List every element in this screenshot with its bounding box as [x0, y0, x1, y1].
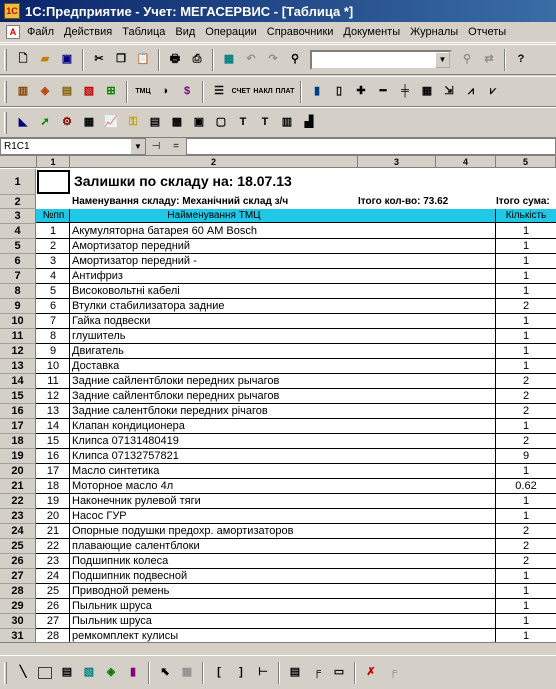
chart-of-accounts-icon[interactable]: ▥: [17, 85, 29, 97]
item-quantity: 2: [522, 405, 530, 417]
format-icon[interactable]: ◣: [18, 116, 28, 128]
app-icon[interactable]: 1C: [4, 3, 20, 19]
item-name: Подшипник колеса: [72, 555, 169, 567]
text-t2-icon[interactable]: T: [261, 116, 269, 128]
item-quantity: 1: [522, 360, 530, 372]
chevron-down-icon[interactable]: ▼: [435, 52, 450, 68]
menu-directories[interactable]: Справочники: [266, 26, 334, 38]
row-header[interactable]: 20: [0, 464, 36, 479]
item-name: ремкомплект кулисы: [72, 630, 179, 642]
borders-icon[interactable]: ▣: [193, 116, 205, 128]
row-header[interactable]: 15: [0, 389, 36, 404]
column-divider: [495, 209, 496, 642]
column-header[interactable]: 1: [37, 156, 70, 168]
header-num: №пп: [42, 210, 65, 221]
row-number: 19: [46, 495, 60, 507]
rates-icon[interactable]: $: [183, 85, 191, 97]
row-number: 10: [46, 360, 60, 372]
document-icon[interactable]: A: [6, 25, 20, 39]
item-quantity: 1: [522, 315, 530, 327]
text-mode-icon[interactable]: ▦: [223, 53, 235, 65]
ole-object-icon[interactable]: ◈: [106, 666, 116, 678]
key-icon[interactable]: ⚿: [128, 116, 138, 128]
merge-icon[interactable]: ▦: [421, 85, 433, 97]
item-name: Задние салентблоки передних річагов: [72, 405, 268, 417]
item-name: Моторное масло 4л: [72, 480, 174, 492]
row-header[interactable]: 11: [0, 329, 36, 344]
row-header[interactable]: 18: [0, 434, 36, 449]
item-name: Двигатель: [72, 345, 124, 357]
row-header[interactable]: 23: [0, 509, 36, 524]
book-icon[interactable]: ▮: [313, 85, 321, 97]
item-name: Амортизатор передний -: [72, 255, 197, 267]
toolbar-separator: [202, 81, 204, 103]
row-number: 26: [46, 600, 60, 612]
picture-icon[interactable]: ▧: [83, 666, 95, 678]
item-name: Подшипник подвесной: [72, 570, 188, 582]
column-header[interactable]: 5: [496, 156, 556, 168]
item-quantity: 2: [522, 300, 530, 312]
help-icon[interactable]: ?: [517, 53, 525, 65]
row-header[interactable]: 13: [0, 359, 36, 374]
item-quantity: 0.62: [515, 480, 537, 492]
redo-icon[interactable]: ↷: [268, 53, 278, 65]
item-quantity: 1: [522, 330, 530, 342]
header-qty: Кількість: [505, 210, 547, 221]
headers-icon[interactable]: ╒: [313, 666, 321, 678]
warehouse-label: Наменування складу: Механічний склад з/ч: [72, 196, 289, 207]
waybill-icon[interactable]: НАКЛ: [253, 88, 273, 95]
item-quantity: 2: [522, 525, 530, 537]
corner-cell[interactable]: [0, 156, 37, 168]
invoice-icon[interactable]: СЧЕТ: [231, 88, 251, 95]
cut-icon[interactable]: ✂: [94, 53, 104, 65]
row-header[interactable]: 12: [0, 344, 36, 359]
item-name: Пыльник шруса: [72, 600, 152, 612]
chart-icon[interactable]: 📈: [104, 116, 118, 128]
toolbar-separator: [202, 662, 204, 684]
item-quantity: 1: [522, 510, 530, 522]
row-header[interactable]: 21: [0, 479, 36, 494]
row-header[interactable]: 31: [0, 629, 36, 642]
item-name: Опорные подушки предохр. амортизаторов: [72, 525, 294, 537]
wrap-icon[interactable]: ⇲: [444, 85, 454, 97]
item-name: плавающие салентблоки: [72, 540, 200, 552]
item-quantity: 9: [522, 450, 530, 462]
row-number: 13: [46, 405, 60, 417]
row-number: 3: [49, 255, 57, 267]
item-quantity: 1: [522, 585, 530, 597]
toolbar-grip[interactable]: [4, 662, 7, 684]
arrow-up-right-icon[interactable]: ⩘: [467, 85, 475, 97]
toolbar-grip[interactable]: [4, 81, 7, 103]
row-number: 5: [49, 285, 57, 297]
item-name: Приводной ремень: [72, 585, 170, 597]
item-name: Пыльник шруса: [72, 615, 152, 627]
row-header[interactable]: 30: [0, 614, 36, 629]
bracket-open-icon[interactable]: [: [217, 666, 221, 678]
open-icon[interactable]: ▰: [40, 53, 50, 65]
row-header[interactable]: 26: [0, 554, 36, 569]
row-number: 2: [49, 240, 57, 252]
item-quantity: 1: [522, 255, 530, 267]
item-name: Високовольтні кабелі: [72, 285, 180, 297]
insert-cross-icon[interactable]: ✚: [356, 85, 366, 97]
toolbar-separator: [354, 662, 356, 684]
item-quantity: 2: [522, 435, 530, 447]
menu-table[interactable]: Таблица: [122, 26, 166, 38]
row-header[interactable]: 24: [0, 524, 36, 539]
column-header[interactable]: 2: [70, 156, 358, 168]
item-name: Амортизатор передний: [72, 240, 191, 252]
page-icon[interactable]: ▯: [335, 85, 343, 97]
table-toolbar: [0, 107, 556, 138]
item-name: Задние сайлентблоки передних рычагов: [72, 390, 280, 402]
operations-journal-icon[interactable]: ◈: [40, 85, 50, 97]
table-grid-icon[interactable]: ▤: [149, 116, 161, 128]
selected-cell[interactable]: [37, 170, 70, 194]
column-divider: [69, 209, 70, 642]
row-number: 1: [49, 225, 57, 237]
find-next-icon[interactable]: ⚲: [462, 53, 472, 65]
column-header[interactable]: 4: [436, 156, 496, 168]
row-header[interactable]: 27: [0, 569, 36, 584]
item-name: Масло синтетика: [72, 465, 160, 477]
item-quantity: 2: [522, 390, 530, 402]
row-number: 9: [49, 345, 57, 357]
undo-icon[interactable]: ↶: [246, 53, 256, 65]
window-title: 1С:Предприятие - Учет: МЕГАСЕРВИС - [Таблица *]: [25, 3, 354, 19]
header-name: Найменування ТМЦ: [167, 210, 261, 221]
replace-icon[interactable]: ⇄: [484, 53, 494, 65]
row-number: 6: [49, 300, 57, 312]
text-box-icon[interactable]: ▢: [215, 116, 227, 128]
print-preview-icon[interactable]: ⎙: [192, 53, 202, 65]
row-number: 15: [46, 435, 60, 447]
row-header[interactable]: 7: [0, 269, 36, 284]
item-name: Гайка подвески: [72, 315, 151, 327]
toolbar-separator: [126, 81, 128, 103]
item-quantity: 1: [522, 270, 530, 282]
delete-row-icon[interactable]: ━: [379, 85, 387, 97]
row-number: 11: [47, 375, 59, 387]
menu-file[interactable]: Файл: [27, 26, 55, 38]
item-quantity: 1: [522, 420, 530, 432]
checkered-icon[interactable]: ▩: [171, 116, 183, 128]
print-icon[interactable]: 🖶: [169, 53, 181, 65]
item-name: Клипса 07132757821: [72, 450, 179, 462]
row-number: 17: [46, 465, 60, 477]
item-name: Антифриз: [72, 270, 123, 282]
row-header[interactable]: 3: [0, 209, 36, 224]
item-quantity: 2: [522, 555, 530, 567]
toolbar-grip[interactable]: [4, 112, 7, 134]
text-t-icon[interactable]: T: [239, 116, 247, 128]
clear-format-icon[interactable]: ✗: [366, 666, 376, 678]
item-name: Втулки стабилизатора задние: [72, 300, 225, 312]
item-quantity: 1: [522, 600, 530, 612]
row-number: 7: [49, 315, 57, 327]
item-name: Доставка: [72, 360, 120, 372]
menu-operations[interactable]: Операции: [205, 26, 257, 38]
item-quantity: 1: [522, 495, 530, 507]
standard-toolbar: [0, 44, 556, 75]
row-number: 18: [46, 480, 60, 492]
diagram-icon[interactable]: ▮: [129, 666, 137, 678]
formula-input[interactable]: [186, 138, 556, 155]
row-header[interactable]: 9: [0, 299, 36, 314]
text-field-icon[interactable]: ▤: [61, 666, 73, 678]
align-icon[interactable]: ⊢: [258, 666, 268, 678]
report-title: Залишки по складу на: 18.07.13: [74, 173, 292, 189]
search-combo[interactable]: [310, 50, 452, 70]
arrow-down-icon[interactable]: ⩗: [489, 85, 497, 97]
item-quantity: 1: [522, 240, 530, 252]
toolbar-grip[interactable]: [4, 49, 7, 71]
title-bar: [0, 0, 556, 22]
item-name: Клипса 07131480419: [72, 435, 179, 447]
item-name: Наконечник рулевой тяги: [72, 495, 201, 507]
row-header[interactable]: 22: [0, 494, 36, 509]
row-header[interactable]: 5: [0, 239, 36, 254]
new-icon[interactable]: 🗋: [18, 53, 28, 65]
toolbar-separator: [82, 49, 84, 71]
item-name: Насос ГУР: [72, 510, 127, 522]
calculator-icon[interactable]: ⊞: [106, 85, 116, 97]
toolbar-separator: [158, 49, 160, 71]
drawing-toolbar: [0, 655, 556, 689]
toolbar-separator: [504, 49, 506, 71]
row-number: 16: [46, 450, 60, 462]
row-header[interactable]: 16: [0, 404, 36, 419]
row-number: 4: [49, 270, 57, 282]
item-quantity: 1: [522, 570, 530, 582]
grid-icon[interactable]: ▦: [83, 116, 95, 128]
row-number: 28: [46, 630, 60, 642]
line-icon[interactable]: ╲: [19, 666, 27, 678]
menu-bar: [0, 22, 556, 43]
toolbar-separator: [278, 662, 280, 684]
item-quantity: 2: [522, 540, 530, 552]
column-header[interactable]: 3: [358, 156, 436, 168]
row-header[interactable]: 10: [0, 314, 36, 329]
documents-icon[interactable]: ▧: [83, 85, 95, 97]
rectangle-icon[interactable]: [34, 662, 56, 684]
grid-disabled-icon[interactable]: ▦: [181, 666, 193, 678]
tmc-icon[interactable]: ТМЦ: [135, 88, 151, 95]
item-quantity: 2: [522, 375, 530, 387]
row-number: 20: [46, 510, 60, 522]
column-header-row: [0, 156, 556, 168]
spreadsheet-grid[interactable]: [0, 156, 556, 642]
cell-grid-icon[interactable]: ▤: [289, 666, 301, 678]
row-header[interactable]: 1: [0, 169, 36, 195]
bracket-close-icon[interactable]: ]: [239, 666, 243, 678]
item-name: Акумуляторна батарея 60 AM Bosch: [72, 225, 257, 237]
item-quantity: 1: [522, 285, 530, 297]
menu-view[interactable]: Вид: [175, 26, 196, 38]
formula-bar: [0, 138, 556, 156]
row-number: 22: [46, 540, 60, 552]
row-header[interactable]: 14: [0, 374, 36, 389]
tools-icon[interactable]: ⚙: [62, 116, 72, 128]
row-number: 25: [46, 585, 60, 597]
row-header[interactable]: 4: [0, 224, 36, 239]
column-icon[interactable]: ▥: [281, 116, 293, 128]
row-header[interactable]: 2: [0, 195, 36, 209]
pin-icon[interactable]: ⊣: [151, 141, 161, 152]
toolbar-separator: [212, 49, 214, 71]
menu-documents[interactable]: Документы: [343, 26, 401, 38]
row-header[interactable]: 6: [0, 254, 36, 269]
cell-reference-field[interactable]: [0, 138, 146, 155]
item-quantity: 1: [522, 225, 530, 237]
item-quantity: 1: [522, 345, 530, 357]
entries-journal-icon[interactable]: ▤: [61, 85, 73, 97]
headers-disabled-icon[interactable]: ╒: [389, 666, 397, 678]
find-icon[interactable]: ⚲: [290, 53, 300, 65]
toolbar-separator: [148, 662, 150, 684]
row-header[interactable]: 25: [0, 539, 36, 554]
copy-icon[interactable]: ❐: [116, 53, 126, 65]
save-icon[interactable]: ▣: [61, 53, 73, 65]
row-number: 21: [46, 525, 60, 537]
pointer-icon[interactable]: ⬉: [160, 666, 170, 678]
item-quantity: 1: [522, 630, 530, 642]
paste-icon[interactable]: 📋: [136, 53, 150, 65]
cell-reference-value: R1C1: [4, 141, 30, 152]
item-quantity: 1: [522, 465, 530, 477]
row-header[interactable]: 17: [0, 419, 36, 434]
row-number: 8: [49, 330, 57, 342]
bar-chart-icon[interactable]: ▟: [304, 116, 314, 128]
menu-reports[interactable]: Отчеты: [468, 26, 507, 38]
payment-icon[interactable]: ПЛАТ: [275, 88, 295, 95]
equals-button[interactable]: =: [173, 141, 179, 152]
ruler-icon[interactable]: ▭: [333, 666, 345, 678]
toolbar-separator: [300, 81, 302, 103]
row-header[interactable]: 29: [0, 599, 36, 614]
row-number: 14: [46, 420, 60, 432]
total-qty-label: Ітого кол-во: 73.62: [358, 196, 449, 207]
list-icon[interactable]: ☰: [214, 85, 224, 97]
item-name: глушитель: [72, 330, 126, 342]
row-number: 24: [46, 570, 60, 582]
row-header[interactable]: 8: [0, 284, 36, 299]
export-icon[interactable]: ➚: [40, 116, 50, 128]
accounting-toolbar: [0, 76, 556, 107]
row-number: 12: [46, 390, 60, 402]
row-header[interactable]: 28: [0, 584, 36, 599]
row-number: 23: [46, 555, 60, 567]
menu-journals[interactable]: Журналы: [410, 26, 459, 38]
item-quantity: 1: [522, 615, 530, 627]
item-name: Задние сайлентблоки передних рычагов: [72, 375, 280, 387]
menu-actions[interactable]: Действия: [64, 26, 113, 38]
total-sum-label: Ітого сума:: [496, 196, 550, 207]
chevron-down-icon[interactable]: ▼: [131, 139, 145, 154]
currency-icon[interactable]: ◑: [161, 85, 169, 97]
row-header[interactable]: 19: [0, 449, 36, 464]
split-icon[interactable]: ╪: [401, 85, 409, 97]
horizontal-scrollbar[interactable]: [0, 642, 556, 655]
item-name: Клапан кондиционера: [72, 420, 185, 432]
row-number: 27: [46, 615, 60, 627]
